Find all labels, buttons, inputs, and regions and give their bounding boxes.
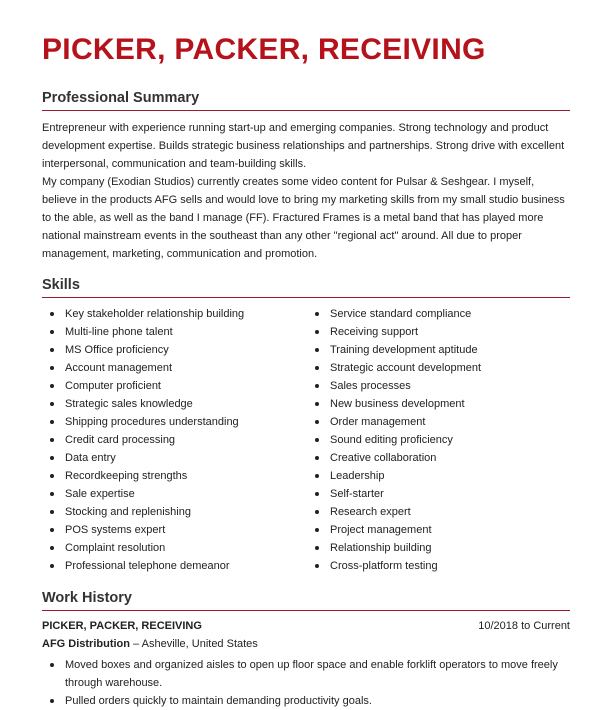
skill-item: Stocking and replenishing [42,503,307,521]
job-bullets [42,656,572,710]
skill-item: MS Office proficiency [42,341,307,359]
skill-item: Receiving support [307,323,572,341]
job-bullet: Moved boxes and organized aisles to open up floor space and enable forklift operators to move freely through warehouse. [42,656,572,692]
section-heading-skills: Skills [42,277,80,293]
skill-item: Research expert [307,503,572,521]
skill-item: Order management [307,413,572,431]
section-heading-work-history: Work History [42,590,132,606]
skill-item: Computer proficient [42,377,307,395]
skill-item: Service standard compliance [307,305,572,323]
job-company-line [42,638,258,650]
skill-item: Strategic sales knowledge [42,395,307,413]
skill-item: Sales processes [307,377,572,395]
skill-item: Leadership [307,467,572,485]
skills-column-right [307,305,572,575]
skill-item: Relationship building [307,539,572,557]
job-title: PICKER, PACKER, RECEIVING [42,620,202,632]
skill-item: Shipping procedures understanding [42,413,307,431]
skill-item: Complaint resolution [42,539,307,557]
skill-item: Recordkeeping strengths [42,467,307,485]
section-divider [42,297,570,298]
resume-name: PICKER, PACKER, RECEIVING [42,33,486,66]
skill-item: Account management [42,359,307,377]
skills-column-left [42,305,307,575]
section-heading-summary: Professional Summary [42,90,200,106]
skill-item: Sound editing proficiency [307,431,572,449]
skill-item: POS systems expert [42,521,307,539]
summary-paragraph-2: My company (Exodian Studios) currently creates some video content for Pulsar & Seshgear. I myself, believe in the products AFG sells and would love to bring my marketing skills from my small studio business to the able, as well as the band I manage (FF). Fractured Frames is a metal band that has played more national mainstream events in the southeast than any other "regional act" around. All due to proper management, marketing, communication and promotion. [42,176,565,260]
skill-item: New business development [307,395,572,413]
skill-item: Key stakeholder relationship building [42,305,307,323]
section-divider [42,610,570,611]
skill-item: Professional telephone demeanor [42,557,307,575]
skill-item: Credit card processing [42,431,307,449]
section-divider [42,110,570,111]
skill-item: Creative collaboration [307,449,572,467]
skill-item: Sale expertise [42,485,307,503]
skill-item: Multi-line phone talent [42,323,307,341]
skill-item: Strategic account development [307,359,572,377]
job-company: AFG Distribution [42,638,130,650]
skills-list [42,305,572,575]
job-bullet: Pulled orders quickly to maintain demanding productivity goals. [42,692,572,710]
job-location: – Asheville, United States [130,638,258,650]
summary-paragraph-1: Entrepreneur with experience running start-up and emerging companies. Strong technology and product development expertise. Builds strategic business relationships and partnerships. Strong drive with excellent interpersonal, communication and team-building skills. [42,122,565,170]
skill-item: Cross-platform testing [307,557,572,575]
job-dates: 10/2018 to Current [478,620,570,632]
skill-item: Project management [307,521,572,539]
skill-item: Data entry [42,449,307,467]
skill-item: Training development aptitude [307,341,572,359]
skill-item: Self-starter [307,485,572,503]
